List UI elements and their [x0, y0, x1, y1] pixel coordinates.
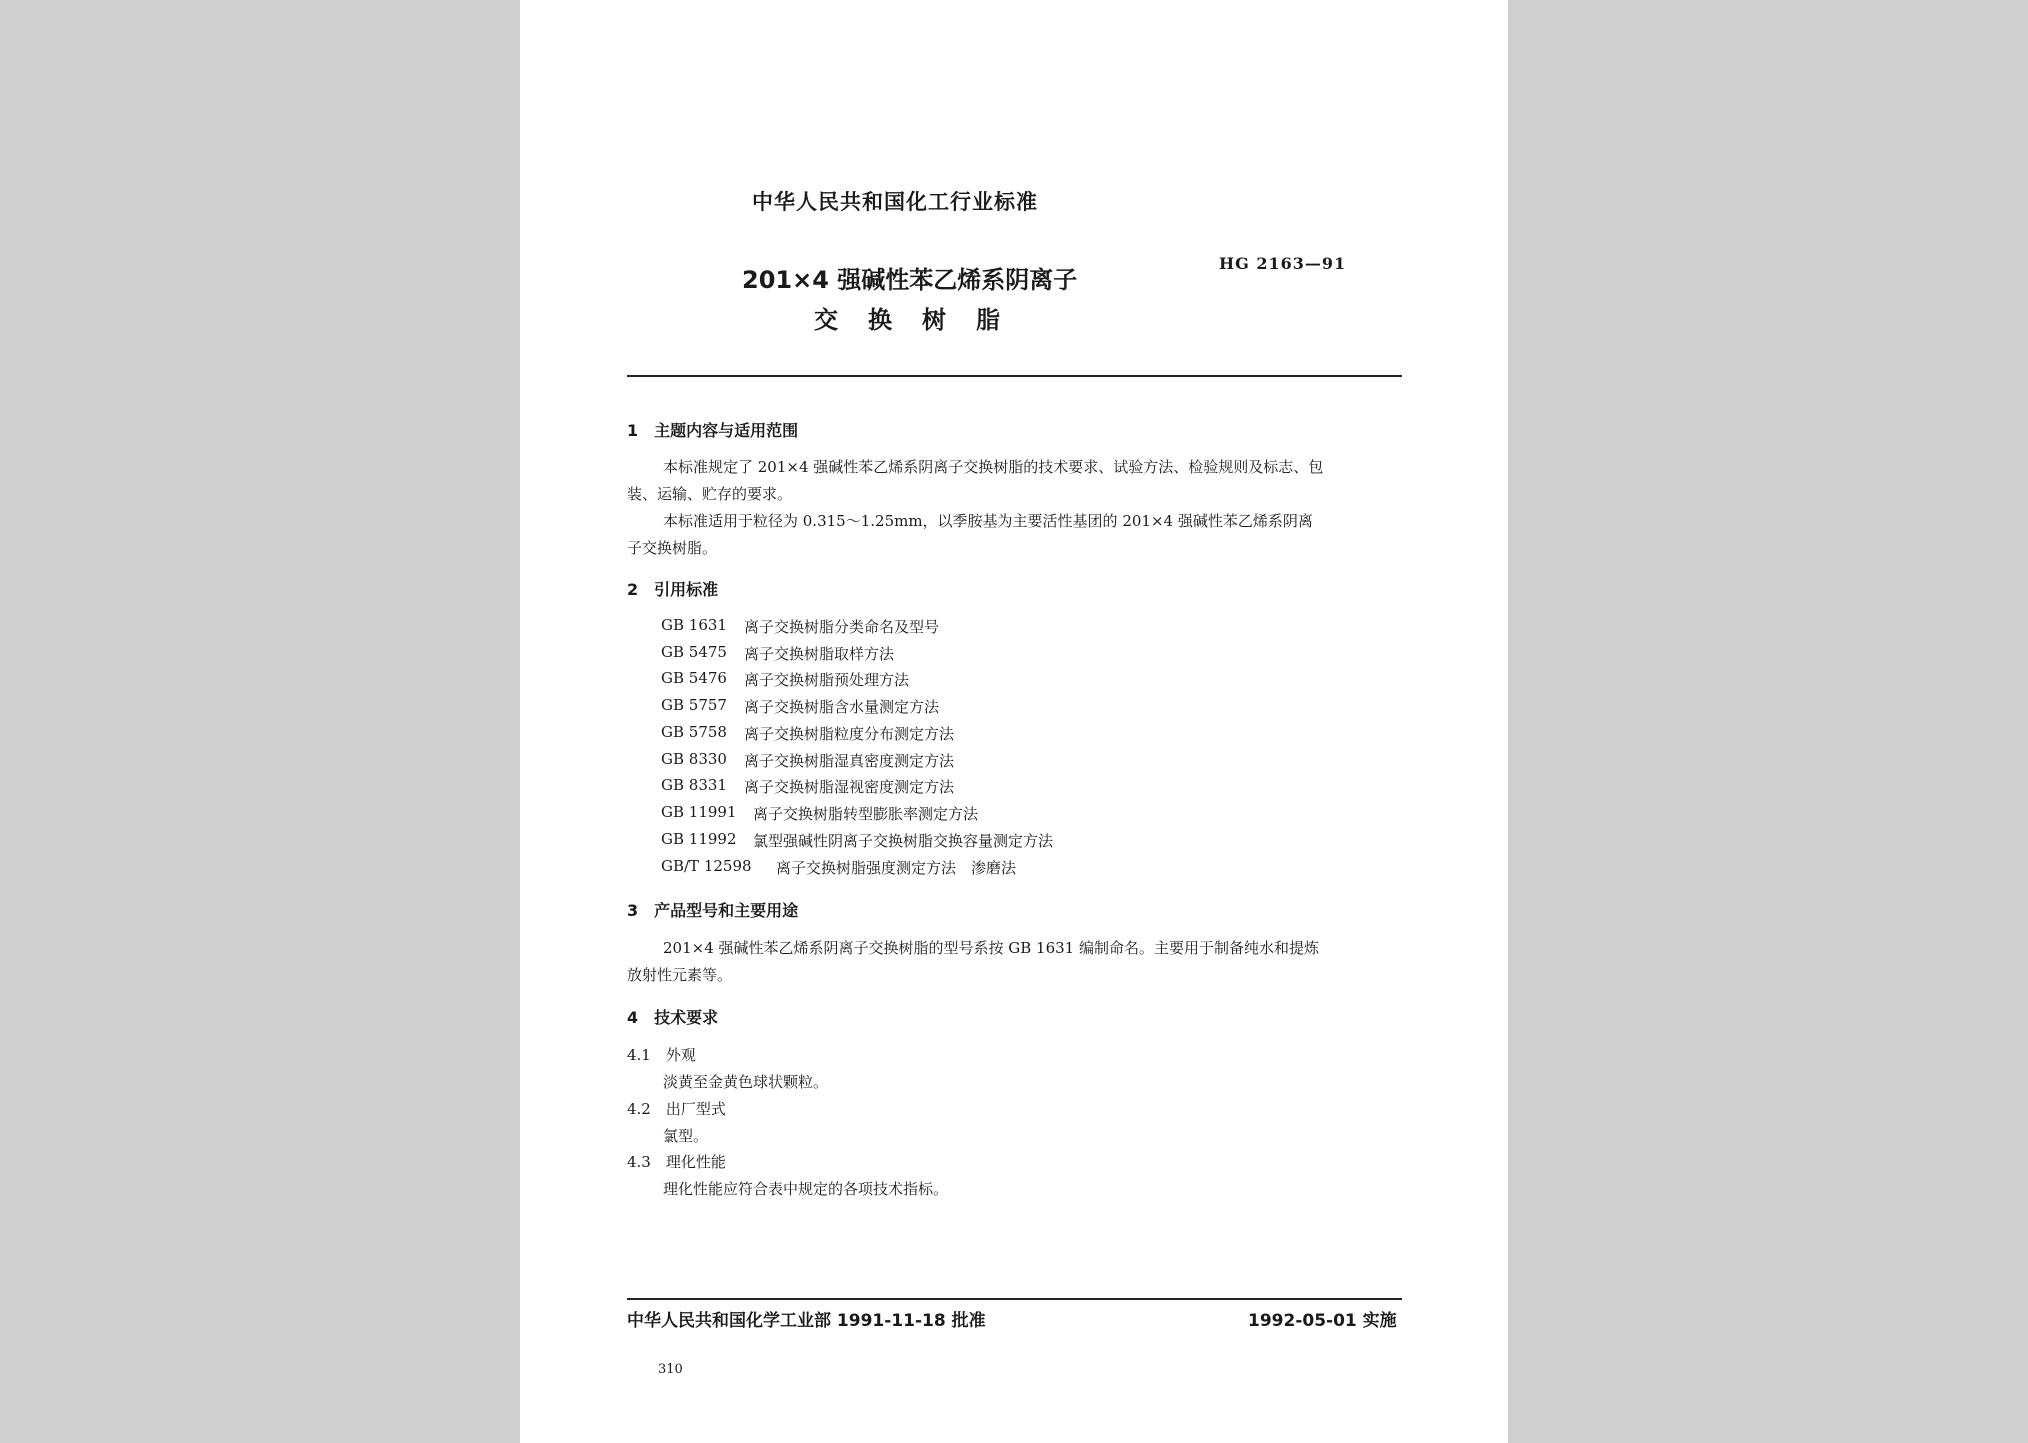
- reference-code: GB 11992: [661, 830, 737, 848]
- header-divider: [627, 375, 1402, 377]
- footer-divider: [627, 1298, 1402, 1300]
- document-page: [520, 0, 1508, 1443]
- standard-code: HG 2163—91: [1219, 254, 1347, 273]
- reference-title: 氯型强碱性阴离子交换树脂交换容量测定方法: [753, 832, 1054, 850]
- section-3-paragraph-line2: 放射性元素等。: [627, 966, 733, 984]
- section-4-heading: 4 技术要求: [627, 1008, 719, 1027]
- reference-title: 离子交换树脂湿真密度测定方法: [744, 752, 955, 770]
- document-title-line2: 交换树脂: [814, 306, 1030, 334]
- section-4-3-text: 理化性能应符合表中规定的各项技术指标。: [663, 1180, 949, 1198]
- section-4-3-heading: 4.3 理化性能: [627, 1153, 726, 1171]
- implementation-date: 1992-05-01 实施: [1248, 1311, 1397, 1331]
- document-title-line1: 201×4 强碱性苯乙烯系阴离子: [742, 266, 1078, 294]
- reference-code: GB 5475: [661, 643, 727, 661]
- reference-code: GB 5476: [661, 669, 727, 687]
- reference-title: 离子交换树脂强度测定方法 渗磨法: [776, 859, 1017, 877]
- reference-code: GB 8331: [661, 776, 727, 794]
- reference-title: 离子交换树脂粒度分布测定方法: [744, 725, 955, 743]
- section-2-heading: 2 引用标准: [627, 580, 719, 599]
- reference-code: GB 8330: [661, 750, 727, 768]
- section-1-paragraph-1-line2: 装、运输、贮存的要求。: [627, 485, 793, 503]
- section-4-2-heading: 4.2 出厂型式: [627, 1100, 726, 1118]
- reference-title: 离子交换树脂预处理方法: [744, 671, 910, 689]
- reference-title: 离子交换树脂取样方法: [744, 645, 895, 663]
- reference-code: GB 5757: [661, 696, 727, 714]
- reference-title: 离子交换树脂转型膨胀率测定方法: [753, 805, 979, 823]
- section-4-1-heading: 4.1 外观: [627, 1046, 696, 1064]
- section-1-paragraph-2-line2: 子交换树脂。: [627, 539, 718, 557]
- section-3-paragraph-line1: 201×4 强碱性苯乙烯系阴离子交换树脂的型号系按 GB 1631 编制命名。主要用于制备纯水和提炼: [663, 939, 1319, 957]
- section-1-heading: 1 主题内容与适用范围: [627, 421, 799, 440]
- section-3-heading: 3 产品型号和主要用途: [627, 901, 799, 920]
- section-4-1-text: 淡黄至金黄色球状颗粒。: [663, 1073, 829, 1091]
- reference-code: GB 11991: [661, 803, 737, 821]
- section-1-paragraph-1-line1: 本标准规定了 201×4 强碱性苯乙烯系阴离子交换树脂的技术要求、试验方法、检验规则及标志、包: [663, 458, 1324, 476]
- page-number: 310: [658, 1362, 683, 1377]
- reference-title: 离子交换树脂含水量测定方法: [744, 698, 940, 716]
- reference-code: GB 1631: [661, 616, 727, 634]
- reference-title: 离子交换树脂湿视密度测定方法: [744, 778, 955, 796]
- section-1-paragraph-2-line1: 本标准适用于粒径为 0.315～1.25mm，以季胺基为主要活性基团的 201×4 强碱性苯乙烯系阴离: [663, 512, 1313, 530]
- reference-title: 离子交换树脂分类命名及型号: [744, 618, 940, 636]
- standard-category-title: 中华人民共和国化工行业标准: [752, 190, 1038, 214]
- reference-code: GB 5758: [661, 723, 727, 741]
- reference-code: GB/T 12598: [661, 857, 752, 875]
- section-4-2-text: 氯型。: [663, 1127, 709, 1145]
- approval-statement: 中华人民共和国化学工业部 1991-11-18 批准: [627, 1311, 986, 1331]
